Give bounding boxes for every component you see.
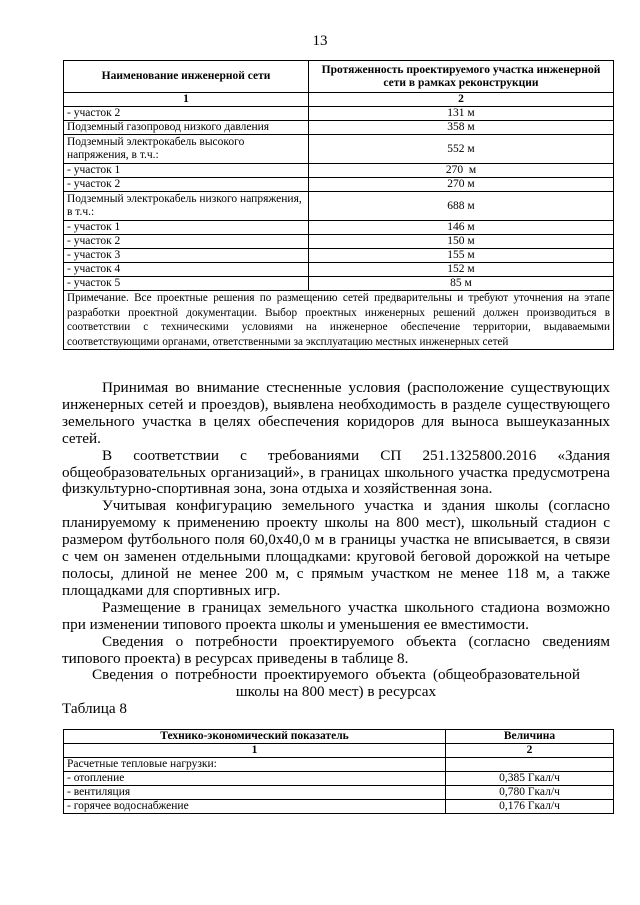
network-name-cell: - участок 2	[64, 235, 309, 249]
indicator-cell: Расчетные тепловые нагрузки:	[64, 758, 446, 772]
table-header-row	[64, 61, 614, 93]
table-row	[64, 249, 614, 263]
network-name-cell: Подземный газопровод низкого давления	[64, 121, 309, 135]
network-name-cell: - участок 5	[64, 277, 309, 291]
table-row	[64, 786, 614, 800]
table-label: Таблица 8	[62, 700, 127, 718]
table-row	[64, 164, 614, 178]
table-row	[64, 192, 614, 221]
paragraph: Сведения о потребности проектируемого объекта (согласно сведениям типового проекта) в ресурсах приведены в таблице 8.	[62, 632, 610, 667]
table-row	[64, 758, 614, 772]
table-row	[64, 107, 614, 121]
column-number: 1	[64, 744, 446, 758]
table-row	[64, 121, 614, 135]
network-name-cell: - участок 4	[64, 263, 309, 277]
indicator-cell: - отопление	[64, 772, 446, 786]
table-row	[64, 235, 614, 249]
length-cell: 155 м	[309, 249, 614, 263]
column-header-value: Величина	[446, 730, 614, 744]
column-header-length: Протяженность проектируемого участка инженерной сети в рамках реконструкции	[309, 61, 614, 93]
paragraph: Размещение в границах земельного участка школьного стадиона возможно при изменении типового проекта школы и уменьшения ее вместимости.	[62, 598, 610, 633]
table-row	[64, 135, 614, 164]
value-cell: 0,780 Гкал/ч	[446, 786, 614, 800]
table-row	[64, 772, 614, 786]
network-name-cell: Подземный электрокабель низкого напряжения, в т.ч.:	[64, 192, 309, 221]
note-row	[64, 291, 614, 350]
column-number-row	[64, 744, 614, 758]
table-row	[64, 277, 614, 291]
length-cell: 152 м	[309, 263, 614, 277]
network-name-cell: - участок 1	[64, 164, 309, 178]
network-name-cell: - участок 2	[64, 178, 309, 192]
network-name-cell: - участок 2	[64, 107, 309, 121]
table-row	[64, 221, 614, 235]
column-number: 2	[309, 93, 614, 107]
column-number: 2	[446, 744, 614, 758]
network-name-cell: - участок 3	[64, 249, 309, 263]
value-cell: 0,385 Гкал/ч	[446, 772, 614, 786]
resource-needs-table	[63, 729, 614, 814]
table-note: Примечание. Все проектные решения по размещению сетей предварительны и требуют уточнения на этапе разработки проектной документации. Выбор проектных инженерных решений должен производиться в соответствии с техническими условиями на инженерное обеспечение территории, выдаваемыми соответствующими органами, ответственными за эксплуатацию местных инженерных сетей	[64, 291, 614, 350]
body-text	[62, 380, 610, 718]
value-cell: 0,176 Гкал/ч	[446, 800, 614, 814]
length-cell: 150 м	[309, 235, 614, 249]
indicator-cell: - вентиляция	[64, 786, 446, 800]
network-name-cell: Подземный электрокабель высокого напряжения, в т.ч.:	[64, 135, 309, 164]
table-row	[64, 178, 614, 192]
length-cell: 270 м	[309, 178, 614, 192]
paragraph: Принимая во внимание стесненные условия (расположение существующих инженерных сетей и проездов), выявлена необходимость в разделе существующего земельного участка в целях обеспечения коридоров для выноса вышеуказанных сетей.	[62, 379, 610, 447]
length-cell: 85 м	[309, 277, 614, 291]
length-cell: 131 м	[309, 107, 614, 121]
length-cell: 146 м	[309, 221, 614, 235]
engineering-networks-table	[63, 60, 614, 350]
length-cell: 270 м	[309, 164, 614, 178]
table-header-row	[64, 730, 614, 744]
length-cell: 552 м	[309, 135, 614, 164]
column-header-network-name: Наименование инженерной сети	[64, 61, 309, 93]
paragraph: В соответствии с требованиями СП 251.1325800.2016 «Здания общеобразовательных организаций», в границах школьного участка предусмотрена физкультурно-спортивная зона, зона отдыха и хозяйственная зона.	[62, 446, 610, 498]
length-cell: 688 м	[309, 192, 614, 221]
indicator-cell: - горячее водоснабжение	[64, 800, 446, 814]
page-number: 13	[312, 33, 328, 49]
network-name-cell: - участок 1	[64, 221, 309, 235]
column-number-row	[64, 93, 614, 107]
length-cell: 358 м	[309, 121, 614, 135]
table-row	[64, 800, 614, 814]
paragraph: Учитывая конфигурацию земельного участка и здания школы (согласно планируемому к применению проекту школы на 800 мест), школьный стадион с размером футбольного поля 60,0х40,0 м в границы участка не вписывается, в связи с чем он заменен отдельными площадками: круговой беговой дорожкой на четыре полосы, длиной не менее 200 м, с прямым участком не менее 118 м, а также площадками для спортивных игр.	[62, 497, 610, 599]
column-number: 1	[64, 93, 309, 107]
table-caption: Сведения о потребности проектируемого объекта (общеобразовательной школы на 800 мест) в ресурсах	[92, 666, 580, 701]
table-row	[64, 263, 614, 277]
column-header-indicator: Технико-экономический показатель	[64, 730, 446, 744]
value-cell	[446, 758, 614, 772]
